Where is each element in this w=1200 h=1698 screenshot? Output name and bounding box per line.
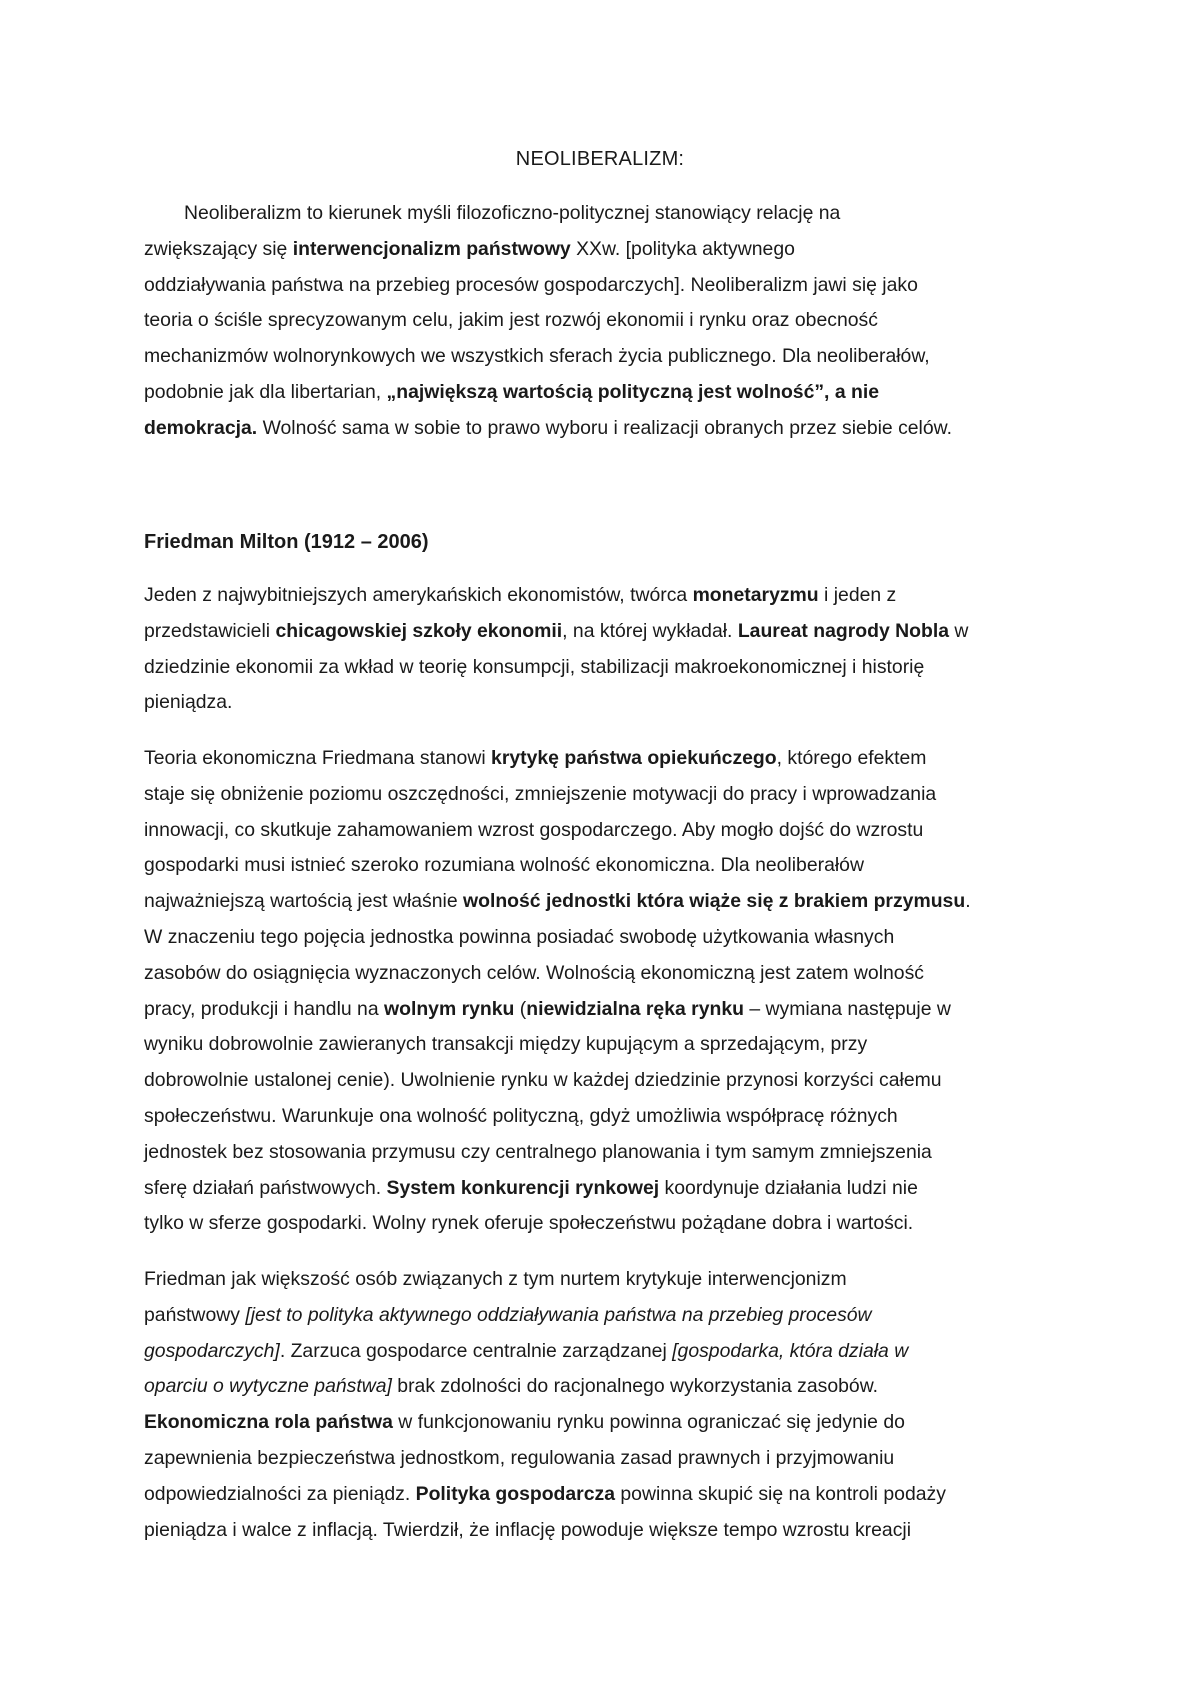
text-run: XXw. [polityka aktywnego — [570, 237, 795, 260]
text-run: przedstawicieli — [144, 619, 276, 642]
text-line — [144, 411, 1084, 447]
text-run: pieniądza. — [144, 691, 233, 714]
italic-text: gospodarczych] — [144, 1339, 280, 1362]
text-run: staje się obniżenie poziomu oszczędności, zmniejszenie motywacji do pracy i wprowadzania — [144, 782, 937, 805]
text-run: Friedman jak większość osób związanych z tym nurtem krytykuje interwencjonizm — [144, 1268, 847, 1290]
text-run: społeczeństwu. Warunkuje ona wolność polityczną, gdyż umożliwia współpracę różnych — [144, 1104, 898, 1127]
text-line — [144, 1135, 1084, 1171]
text-run: pieniądza i walce z inflacją. Twierdził, że inflację powoduje większe tempo wzrostu kreacji — [144, 1518, 911, 1541]
text-run: , którego efektem — [776, 747, 927, 769]
text-run: dobrowolnie ustalonej cenie). Uwolnienie rynku w każdej dziedzinie przynosi korzyści całemu — [144, 1069, 942, 1092]
text-run: w — [949, 619, 969, 642]
text-run: pracy, produkcji i handlu na — [144, 997, 385, 1020]
text-run: koordynuje działania ludzi nie — [659, 1176, 918, 1199]
text-run: mechanizmów wolnorynkowych we wszystkich sferach życia publicznego. Dla neoliberałów, — [144, 345, 930, 368]
text-line — [144, 1441, 1084, 1477]
bold-text: niewidzialna ręka rynku — [526, 997, 744, 1020]
text-line — [144, 1298, 1084, 1334]
bold-text: chicagowskiej szkoły ekonomii — [275, 619, 563, 642]
bold-text: krytykę państwa opiekuńczego — [491, 747, 777, 769]
text-run: Jeden z najwybitniejszych amerykańskich ekonomistów, twórca — [144, 584, 693, 606]
text-line — [144, 232, 1084, 268]
text-run: i jeden z — [818, 584, 897, 606]
text-line — [144, 1477, 1084, 1513]
text-line — [144, 339, 1084, 375]
text-run: Wolność sama w sobie to prawo wyboru i realizacji obranych przez siebie celów. — [257, 416, 952, 439]
bold-text: interwencjonalizm państwowy — [292, 237, 571, 260]
section-heading: Friedman Milton (1912 – 2006) — [144, 531, 429, 553]
text-line — [144, 956, 1084, 992]
text-run: . — [965, 890, 971, 913]
bold-text: „największą wartością polityczną jest wolność”, a nie — [386, 380, 880, 403]
text-run: państwowy — [144, 1303, 246, 1326]
text-run: innowacji, co skutkuje zahamowaniem wzrost gospodarczego. Aby mogło dojść do wzrostu — [144, 818, 924, 841]
text-line — [144, 685, 1084, 721]
text-run: brak zdolności do racjonalnego wykorzystania zasobów. — [391, 1375, 879, 1398]
text-line — [144, 196, 1084, 232]
text-run: zapewnienia bezpieczeństwa jednostkom, regulowania zasad prawnych i przyjmowaniu — [144, 1446, 895, 1469]
text-line — [144, 303, 1084, 339]
text-line — [144, 268, 1084, 304]
text-run: – wymiana następuje w — [743, 997, 951, 1020]
text-run: ( — [514, 997, 527, 1020]
text-line — [144, 1063, 1084, 1099]
text-run: gospodarki musi istnieć szeroko rozumiana wolność ekonomiczna. Dla neoliberałów — [144, 854, 864, 877]
intro-paragraph — [144, 196, 1084, 447]
text-run: Neoliberalizm to kierunek myśli filozoficzno-politycznej stanowiący relację na — [184, 202, 841, 224]
text-run: oddziaływania państwa na przebieg procesów gospodarczych]. Neoliberalizm jawi się jako — [144, 273, 918, 296]
bold-text: wolność jednostki która wiąże się z brakiem przymusu — [463, 890, 966, 913]
text-line — [144, 1369, 1084, 1405]
text-line — [144, 741, 1084, 777]
document-title: NEOLIBERALIZM: — [515, 148, 685, 170]
text-run: powinna skupić się na kontroli podaży — [615, 1482, 946, 1505]
text-run: , na której wykładał. — [562, 619, 738, 642]
text-line — [144, 848, 1084, 884]
text-run: podobnie jak dla libertarian, — [144, 380, 387, 403]
text-line — [144, 1405, 1084, 1441]
text-run: najważniejszą wartością jest właśnie — [144, 890, 464, 913]
paragraph-1 — [144, 578, 1084, 721]
text-line — [144, 1513, 1084, 1549]
text-line — [144, 813, 1084, 849]
bold-text: Laureat nagrody Nobla — [737, 619, 949, 642]
text-run: W znaczeniu tego pojęcia jednostka powinna posiadać swobodę użytkowania własnych — [144, 925, 895, 948]
text-run: sferę działań państwowych. — [144, 1176, 387, 1199]
italic-text: [gospodarka, która działa w — [672, 1339, 909, 1362]
bold-text: System konkurencji rynkowej — [386, 1176, 660, 1199]
text-line — [144, 1171, 1084, 1207]
text-line — [144, 614, 1084, 650]
text-run: odpowiedzialności za pieniądz. — [144, 1482, 416, 1505]
text-line — [144, 777, 1084, 813]
bold-text: wolnym rynku — [384, 997, 515, 1020]
bold-text: Ekonomiczna rola państwa — [144, 1411, 393, 1434]
text-run: w funkcjonowaniu rynku powinna ograniczać się jedynie do — [392, 1411, 905, 1434]
text-line — [144, 1027, 1084, 1063]
text-run: jednostek bez stosowania przymusu czy centralnego planowania i tym samym zmniejszenia — [144, 1140, 932, 1163]
text-run: zasobów do osiągnięcia wyznaczonych celów. Wolnością ekonomiczną jest zatem wolność — [144, 961, 924, 984]
text-run: zwiększający się — [144, 237, 293, 260]
text-line — [144, 578, 1084, 614]
paragraph-2 — [144, 741, 1084, 1242]
text-run: dziedzinie ekonomii za wkład w teorię konsumpcji, stabilizacji makroekonomicznej i historię — [144, 655, 925, 678]
text-line — [144, 1334, 1084, 1370]
text-line — [144, 920, 1084, 956]
text-run: . Zarzuca gospodarce centralnie zarządzanej — [279, 1339, 673, 1362]
text-run: wyniku dobrowolnie zawieranych transakcji między kupującym a sprzedającym, przy — [144, 1033, 868, 1056]
bold-text: monetaryzmu — [692, 584, 819, 606]
bold-text: demokracja. — [144, 416, 258, 439]
text-line — [144, 992, 1084, 1028]
text-line — [144, 1206, 1084, 1242]
text-line — [144, 1262, 1084, 1298]
bold-text: Polityka gospodarcza — [415, 1482, 615, 1505]
italic-text: [jest to polityka aktywnego oddziaływania państwa na przebieg procesów — [245, 1303, 872, 1326]
text-run: tylko w sferze gospodarki. Wolny rynek oferuje społeczeństwu pożądane dobra i wartości. — [144, 1212, 914, 1235]
text-run: teoria o ściśle sprecyzowanym celu, jakim jest rozwój ekonomii i rynku oraz obecność — [144, 309, 878, 332]
paragraph-3 — [144, 1262, 1084, 1548]
italic-text: oparciu o wytyczne państwa] — [144, 1375, 392, 1398]
text-line — [144, 884, 1084, 920]
text-line — [144, 650, 1084, 686]
text-line — [144, 375, 1084, 411]
text-run: Teoria ekonomiczna Friedmana stanowi — [144, 747, 492, 769]
text-line — [144, 1099, 1084, 1135]
